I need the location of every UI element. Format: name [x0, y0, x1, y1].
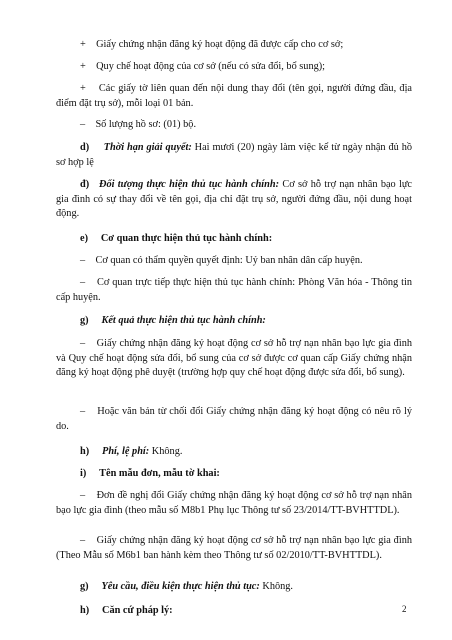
section-e: e) Cơ quan thực hiện thủ tục hành chính:: [80, 233, 273, 244]
bullet-line: – Giấy chứng nhận đăng ký hoạt động cơ sở hỗ trợ nạn nhân bạo lực gia đình và Quy chế hoạt động sửa đổi, bổ sung của cơ sở được cơ quan cấp Giấy chứng nhận đăng ký hoạt động phê duyệt (trường hợp quy chế hoạt động được sửa đổi, bổ sung).: [56, 338, 412, 378]
bullet-line: – Giấy chứng nhận đăng ký hoạt động cơ sở hỗ trợ nạn nhân bạo lực gia đình (Theo Mẫu số M6b1 ban hành kèm theo Thông tư số 02/2010/TT-BVHTTDL).: [56, 535, 412, 561]
section-g2: g) Yêu cầu, điều kiện thực hiện thủ tục: Không.: [80, 581, 293, 592]
bullet-line: – Số lượng hồ sơ: (01) bộ.: [80, 119, 197, 130]
section-g: g) Kết quả thực hiện thủ tục hành chính:: [80, 315, 266, 326]
page-number: 2: [402, 604, 407, 614]
section-h: h) Phí, lệ phí: Không.: [80, 446, 183, 457]
bullet-line: – Cơ quan trực tiếp thực hiện thủ tục hành chính: Phòng Văn hóa - Thông tin cấp huyện.: [56, 277, 412, 303]
section-i: i) Tên mẫu đơn, mẫu tờ khai:: [80, 468, 220, 479]
bullet-line: – Cơ quan có thẩm quyền quyết định: Uỷ ban nhân dân cấp huyện.: [80, 255, 363, 266]
section-d: d) Thời hạn giải quyết: Hai mươi (20) ngày làm việc kể từ ngày nhận đủ hồ sơ hợp lệ: [56, 142, 412, 168]
bullet-line: – Đơn đề nghị đổi Giấy chứng nhận đăng ký hoạt động cơ sở hỗ trợ nạn nhân bạo lực gia đình (theo mẫu số M8b1 Phụ lục Thông tư số 23/2014/TT-BVHTTDL).: [56, 490, 413, 516]
bullet-line: + Giấy chứng nhận đăng ký hoạt động đã được cấp cho cơ sở;: [80, 39, 344, 50]
section-dd: đ) Đối tượng thực hiện thủ tục hành chính: Cơ sở hỗ trợ nạn nhân bạo lực gia đình có sự thay đổi về tên gọi, địa chỉ đặt trụ sở, người đứng đầu, nội dung hoạt động.: [56, 179, 412, 219]
bullet-line: + Các giấy tờ liên quan đến nội dung thay đổi (tên gọi, người đứng đầu, địa điểm đặt trụ sở), mỗi loại 01 bản.: [56, 83, 413, 109]
bullet-line: + Quy chế hoạt động của cơ sở (nếu có sửa đổi, bổ sung);: [80, 61, 326, 72]
section-h2: h) Căn cứ pháp lý:: [80, 605, 173, 616]
bullet-line: – Hoặc văn bản từ chối đổi Giấy chứng nhận đăng ký hoạt động có nêu rõ lý do.: [56, 406, 412, 432]
